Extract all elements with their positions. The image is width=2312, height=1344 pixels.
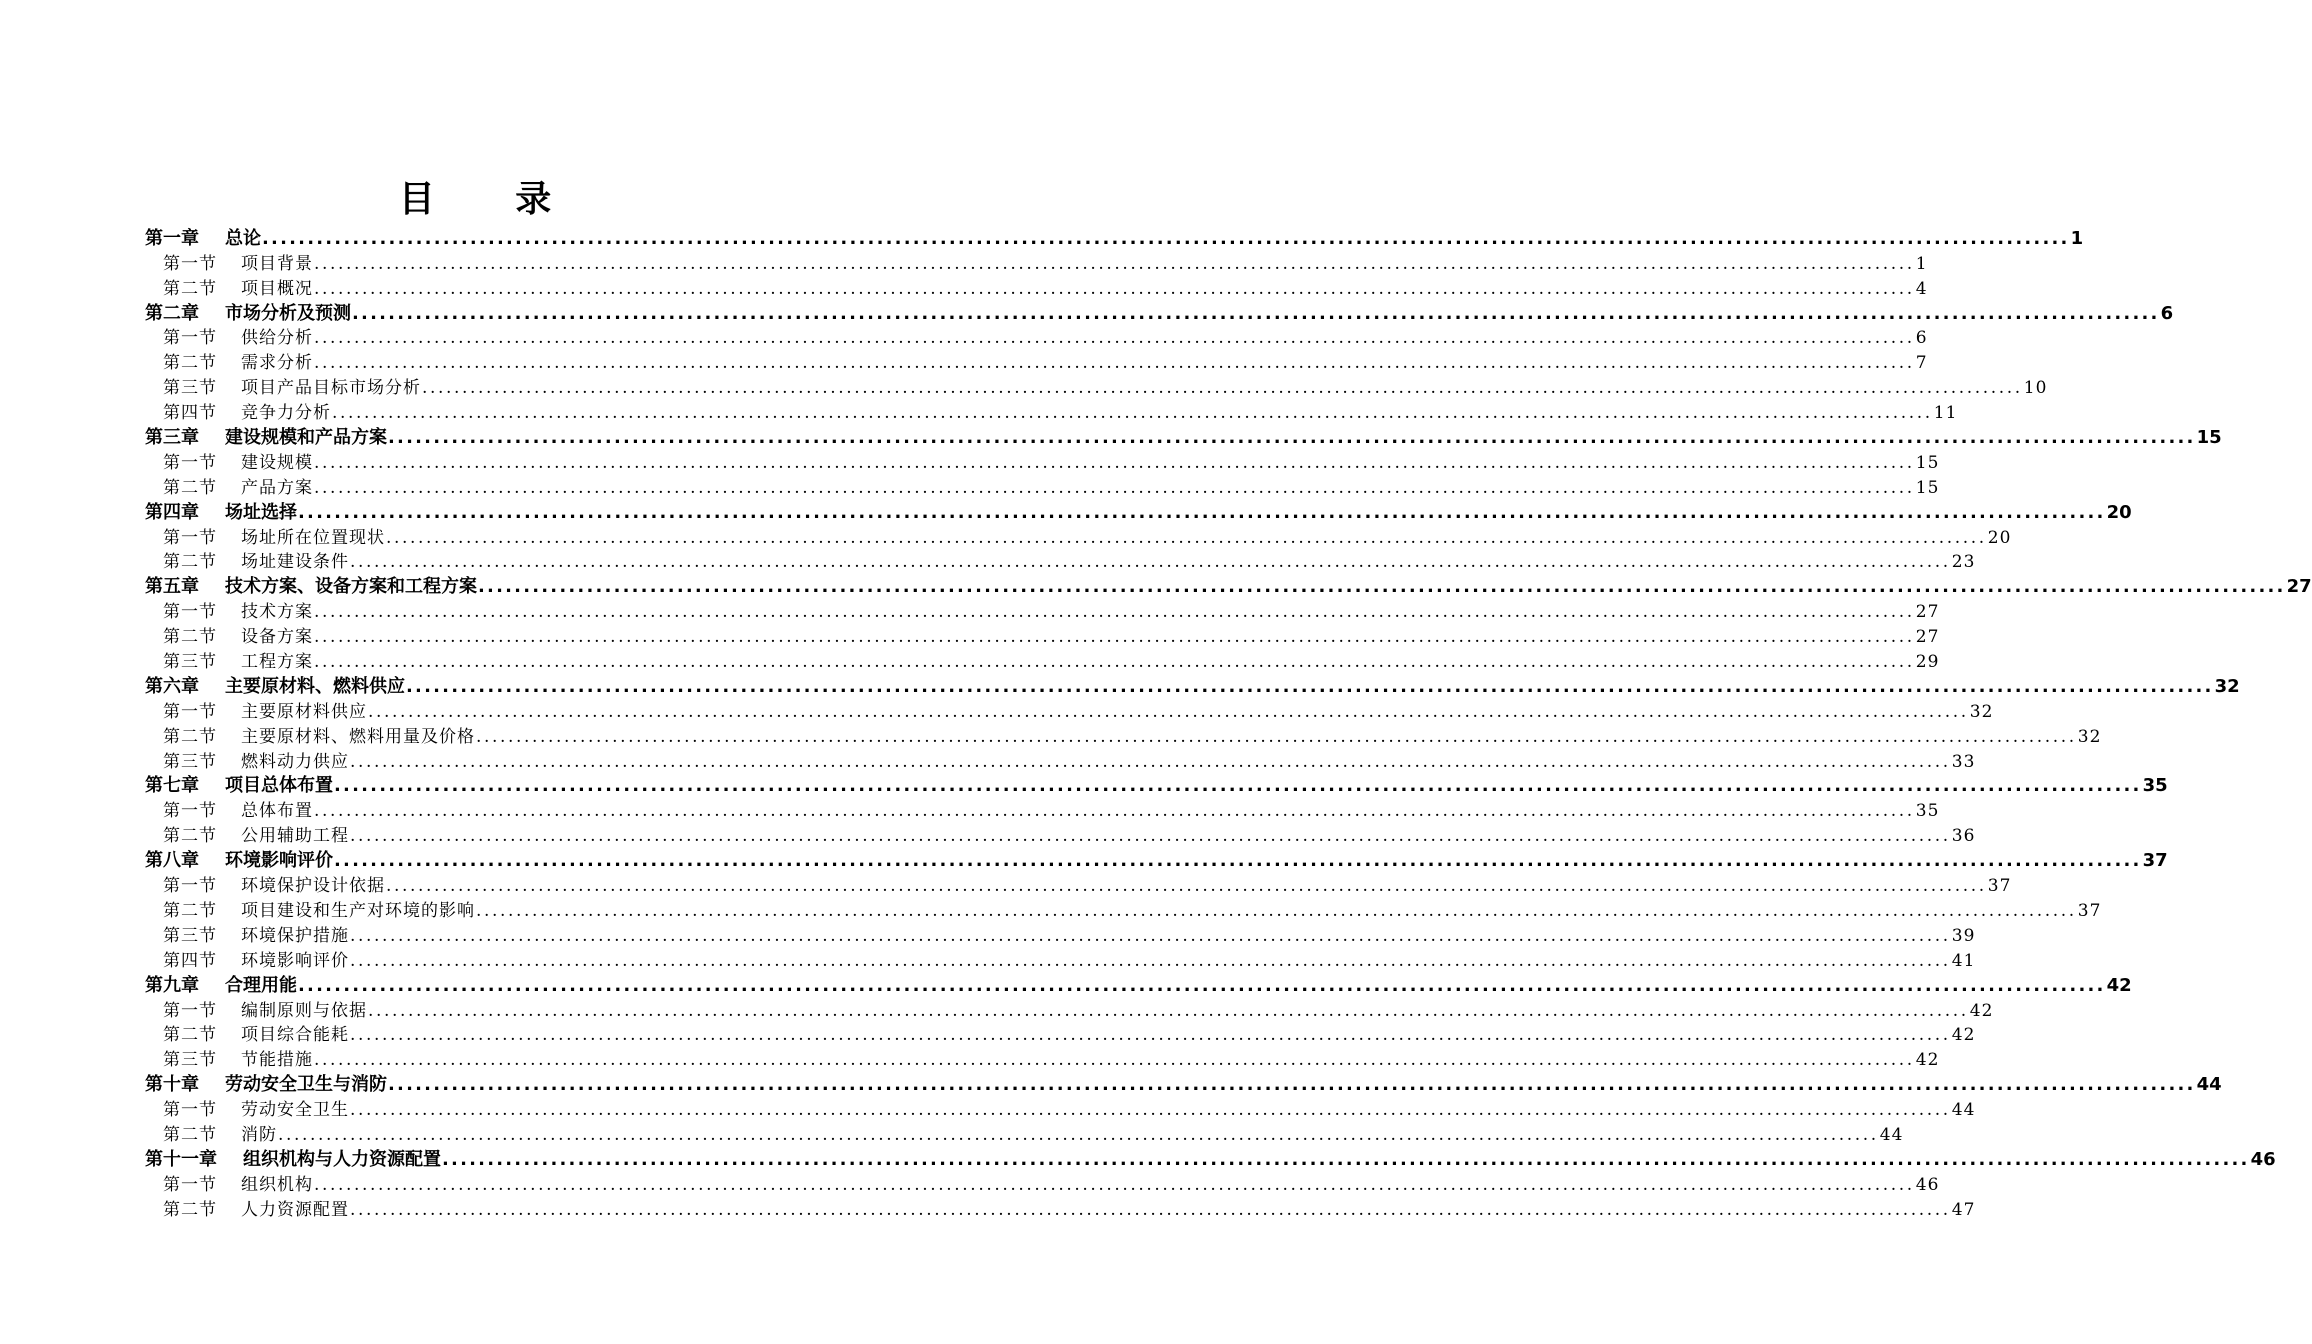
section-title: 环境影响评价 [241,950,349,971]
section-number: 第二节 [163,826,217,847]
section-number: 第二节 [163,726,217,747]
dot-leader: ........................................................................................................................................................................................................ [422,378,2023,399]
dot-leader: ........................................................................................................................................................................................................ [386,876,1987,897]
page-number: 4 [1915,278,1928,299]
page-number: 27 [1915,627,1940,648]
toc-entry-label [163,876,385,897]
dot-leader: ........................................................................................................................................................................................................ [442,1148,2250,1170]
toc-section-entry[interactable] [145,922,1976,947]
section-title: 项目背景 [241,253,313,274]
chapter-title: 合理用能 [225,974,297,996]
toc-chapter-entry[interactable] [145,300,2174,325]
toc-section-entry[interactable] [145,698,1994,723]
toc-entry-label [163,1025,349,1046]
toc-section-entry[interactable] [145,275,1928,300]
section-title: 组织机构 [241,1174,313,1195]
chapter-number: 第二章 [145,302,199,324]
dot-leader: ........................................................................................................................................................................................................ [314,602,1915,623]
dot-leader: ........................................................................................................................................................................................................ [278,1124,1879,1145]
page-number: 32 [2077,726,2102,747]
dot-leader: ........................................................................................................................................................................................................ [314,353,1915,374]
page-number: 42 [1969,1000,1994,1021]
chapter-title: 主要原材料、燃料供应 [225,675,405,697]
toc-entry-label [163,727,475,748]
page-number: 47 [1951,1199,1976,1220]
toc-entry-label [163,926,349,947]
chapter-title: 市场分析及预测 [225,302,351,324]
section-number: 第二节 [163,1199,217,1220]
dot-leader: ........................................................................................................................................................................................................ [298,974,2106,996]
page-number: 35 [2142,775,2168,797]
chapter-number: 第十一章 [145,1148,217,1170]
toc-section-entry[interactable] [145,872,2012,897]
dot-leader: ........................................................................................................................................................................................................ [406,675,2214,697]
section-number: 第一节 [163,701,217,722]
dot-leader: ........................................................................................................................................................................................................ [386,527,1987,548]
page-number: 44 [1951,1100,1976,1121]
section-title: 人力资源配置 [241,1199,349,1220]
page-number: 42 [2106,974,2132,996]
toc-entry-label [163,1200,349,1221]
page-number: 11 [1933,403,1958,424]
toc-chapter-entry[interactable] [145,673,2240,698]
toc-section-entry[interactable] [145,449,1940,474]
toc-entry-label [163,826,349,847]
dot-leader: ........................................................................................................................................................................................................ [334,775,2142,797]
page-number: 15 [1915,477,1940,498]
toc-entry-label [163,279,313,300]
toc-section-entry[interactable] [145,897,2102,922]
toc-entry-label [163,652,313,673]
toc-entry-label [145,850,333,872]
toc-entry-label [163,528,385,549]
dot-leader: ........................................................................................................................................................................................................ [368,1000,1969,1021]
toc-section-entry[interactable] [145,399,1958,424]
section-title: 产品方案 [241,477,313,498]
section-number: 第四节 [163,950,217,971]
section-title: 总体布置 [241,801,313,822]
section-number: 第二节 [163,900,217,921]
page-number: 46 [2250,1148,2276,1170]
section-title: 项目建设和生产对环境的影响 [241,900,475,921]
section-title: 编制原则与依据 [241,1000,367,1021]
section-number: 第一节 [163,1174,217,1195]
section-number: 第四节 [163,403,217,424]
toc-entry-label [163,951,349,972]
toc-section-entry[interactable] [145,1046,1940,1071]
toc-chapter-entry[interactable] [145,1071,2222,1096]
toc-entry-label [163,328,313,349]
section-number: 第一节 [163,1100,217,1121]
page-title: 目 录 [398,179,586,220]
chapter-title: 项目总体布置 [225,775,333,797]
dot-leader: ........................................................................................................................................................................................................ [350,925,1951,946]
toc-chapter-entry[interactable] [145,1146,2276,1171]
section-number: 第三节 [163,378,217,399]
chapter-title: 场址选择 [225,501,297,523]
dot-leader: ........................................................................................................................................................................................................ [476,900,2077,921]
section-title: 环境保护措施 [241,925,349,946]
toc-section-entry[interactable] [145,1096,1976,1121]
dot-leader: ........................................................................................................................................................................................................ [314,328,1915,349]
toc-entry-label [163,901,475,922]
section-title: 场址建设条件 [241,552,349,573]
chapter-number: 第一章 [145,227,199,249]
section-number: 第一节 [163,527,217,548]
toc-entry-label [163,702,367,723]
section-number: 第三节 [163,652,217,673]
page-number: 27 [1915,602,1940,623]
dot-leader: ........................................................................................................................................................................................................ [388,1074,2196,1096]
page-number: 23 [1951,552,1976,573]
toc-entry-label [163,752,349,773]
page-number: 7 [1915,353,1928,374]
toc-entry-label [163,378,421,399]
section-number: 第一节 [163,452,217,473]
toc-chapter-entry[interactable] [145,773,2168,798]
section-number: 第二节 [163,1025,217,1046]
dot-leader: ........................................................................................................................................................................................................ [298,501,2106,523]
dot-leader: ........................................................................................................................................................................................................ [478,576,2286,598]
chapter-title: 建设规模和产品方案 [225,427,387,449]
section-number: 第二节 [163,627,217,648]
toc-section-entry[interactable] [145,797,1940,822]
toc-entry-label [163,403,331,424]
dot-leader: ........................................................................................................................................................................................................ [352,302,2160,324]
dot-leader: ........................................................................................................................................................................................................ [314,253,1915,274]
toc-section-entry[interactable] [145,549,1976,574]
page-number: 37 [1987,876,2012,897]
dot-leader: ........................................................................................................................................................................................................ [262,227,2070,249]
section-title: 燃料动力供应 [241,751,349,772]
toc-entry-label [163,552,349,573]
toc-entry-label [163,353,313,374]
toc-section-entry[interactable] [145,1171,1940,1196]
toc-entry-label [163,627,313,648]
page-number: 46 [1915,1174,1940,1195]
dot-leader: ........................................................................................................................................................................................................ [350,1025,1951,1046]
dot-leader: ........................................................................................................................................................................................................ [332,403,1933,424]
section-title: 主要原材料供应 [241,701,367,722]
toc-entry-label [163,1001,367,1022]
page-number: 20 [1987,527,2012,548]
page-number: 44 [1879,1124,1904,1145]
dot-leader: ........................................................................................................................................................................................................ [314,627,1915,648]
toc-entry-label [163,254,313,275]
section-title: 消防 [241,1124,277,1145]
page-number: 42 [1951,1025,1976,1046]
section-number: 第二节 [163,353,217,374]
page-number: 29 [1915,652,1940,673]
dot-leader: ........................................................................................................................................................................................................ [350,751,1951,772]
page-number: 1 [1915,253,1928,274]
section-title: 节能措施 [241,1050,313,1071]
page-number: 27 [2286,576,2312,598]
section-number: 第三节 [163,925,217,946]
toc-entry-label [145,228,261,250]
section-title: 建设规模 [241,452,313,473]
chapter-number: 第七章 [145,775,199,797]
section-title: 供给分析 [241,328,313,349]
section-title: 主要原材料、燃料用量及价格 [241,726,475,747]
chapter-number: 第九章 [145,974,199,996]
page-number: 15 [1915,452,1940,473]
page-number: 41 [1951,950,1976,971]
toc-entry-label [145,502,297,524]
chapter-number: 第四章 [145,501,199,523]
dot-leader: ........................................................................................................................................................................................................ [314,652,1915,673]
toc-entry-label [163,1125,277,1146]
section-number: 第二节 [163,477,217,498]
toc-section-entry[interactable] [145,748,1976,773]
section-number: 第一节 [163,1000,217,1021]
page-number: 10 [2023,378,2048,399]
toc-entry-label [163,453,313,474]
page-number: 32 [2214,675,2240,697]
toc-section-entry[interactable] [145,723,2102,748]
page-number: 15 [2196,427,2222,449]
dot-leader: ........................................................................................................................................................................................................ [314,477,1915,498]
page-number: 37 [2077,900,2102,921]
chapter-number: 第十章 [145,1074,199,1096]
section-title: 工程方案 [241,652,313,673]
chapter-title: 总论 [225,227,261,249]
chapter-number: 第三章 [145,427,199,449]
toc-entry-label [145,303,351,325]
section-title: 项目产品目标市场分析 [241,378,421,399]
toc-section-entry[interactable] [145,474,1940,499]
toc-entry-label [145,676,405,698]
toc-entry-label [163,1175,313,1196]
dot-leader: ........................................................................................................................................................................................................ [314,1050,1915,1071]
page-number: 20 [2106,501,2132,523]
toc-entry-label [163,478,313,499]
toc-entry-label [163,1050,313,1071]
toc-section-entry[interactable] [145,947,1976,972]
page-number: 35 [1915,801,1940,822]
toc-entry-label [145,775,333,797]
section-number: 第三节 [163,1050,217,1071]
page-number: 33 [1951,751,1976,772]
section-number: 第一节 [163,801,217,822]
section-title: 项目概况 [241,278,313,299]
dot-leader: ........................................................................................................................................................................................................ [350,826,1951,847]
dot-leader: ........................................................................................................................................................................................................ [350,552,1951,573]
page-number: 6 [1915,328,1928,349]
section-title: 环境保护设计依据 [241,876,385,897]
toc-entry-label [145,1149,441,1171]
toc-section-entry[interactable] [145,1121,1904,1146]
toc-entry-label [163,801,313,822]
chapter-title: 劳动安全卫生与消防 [225,1074,387,1096]
chapter-number: 第五章 [145,576,199,598]
page-number: 6 [2160,302,2174,324]
toc-section-entry[interactable] [145,822,1976,847]
page-number: 42 [1915,1050,1940,1071]
dot-leader: ........................................................................................................................................................................................................ [314,278,1915,299]
toc-section-entry[interactable] [145,1196,1976,1221]
toc-section-entry[interactable] [145,325,1928,350]
section-title: 劳动安全卫生 [241,1100,349,1121]
toc-entry-label [163,602,313,623]
dot-leader: ........................................................................................................................................................................................................ [388,427,2196,449]
table-of-contents [145,225,2312,1221]
section-title: 竞争力分析 [241,403,331,424]
toc-section-entry[interactable] [145,524,2012,549]
toc-section-entry[interactable] [145,598,1940,623]
dot-leader: ........................................................................................................................................................................................................ [350,1100,1951,1121]
dot-leader: ........................................................................................................................................................................................................ [334,850,2142,872]
dot-leader: ........................................................................................................................................................................................................ [476,726,2077,747]
toc-section-entry[interactable] [145,648,1940,673]
toc-section-entry[interactable] [145,349,1928,374]
toc-section-entry[interactable] [145,997,1994,1022]
toc-chapter-entry[interactable] [145,225,2084,250]
section-number: 第二节 [163,1124,217,1145]
chapter-number: 第八章 [145,850,199,872]
dot-leader: ........................................................................................................................................................................................................ [314,452,1915,473]
toc-chapter-entry[interactable] [145,847,2168,872]
dot-leader: ........................................................................................................................................................................................................ [350,950,1951,971]
toc-section-entry[interactable] [145,250,1928,275]
page-number: 36 [1951,826,1976,847]
section-title: 需求分析 [241,353,313,374]
chapter-number: 第六章 [145,675,199,697]
chapter-title: 组织机构与人力资源配置 [243,1148,441,1170]
toc-chapter-entry[interactable] [145,499,2132,524]
section-title: 公用辅助工程 [241,826,349,847]
page-number: 44 [2196,1074,2222,1096]
section-number: 第一节 [163,328,217,349]
dot-leader: ........................................................................................................................................................................................................ [314,801,1915,822]
toc-section-entry[interactable] [145,1022,1976,1047]
dot-leader: ........................................................................................................................................................................................................ [350,1199,1951,1220]
section-title: 技术方案 [241,602,313,623]
section-title: 场址所在位置现状 [241,527,385,548]
page-number: 37 [2142,850,2168,872]
section-number: 第三节 [163,751,217,772]
toc-chapter-entry[interactable] [145,424,2222,449]
section-title: 设备方案 [241,627,313,648]
page-number: 32 [1969,701,1994,722]
dot-leader: ........................................................................................................................................................................................................ [314,1174,1915,1195]
dot-leader: ........................................................................................................................................................................................................ [368,701,1969,722]
toc-entry-label [145,427,387,449]
section-number: 第一节 [163,876,217,897]
toc-entry-label [145,1074,387,1096]
toc-entry-label [145,576,477,598]
page-number: 39 [1951,925,1976,946]
section-number: 第二节 [163,278,217,299]
chapter-title: 技术方案、设备方案和工程方案 [225,576,477,598]
toc-entry-label [145,975,297,997]
section-number: 第一节 [163,602,217,623]
toc-chapter-entry[interactable] [145,972,2132,997]
toc-section-entry[interactable] [145,374,2048,399]
section-title: 项目综合能耗 [241,1025,349,1046]
section-number: 第一节 [163,253,217,274]
toc-chapter-entry[interactable] [145,573,2312,598]
chapter-title: 环境影响评价 [225,850,333,872]
toc-entry-label [163,1100,349,1121]
toc-section-entry[interactable] [145,623,1940,648]
section-number: 第二节 [163,552,217,573]
page-number: 1 [2070,227,2084,249]
